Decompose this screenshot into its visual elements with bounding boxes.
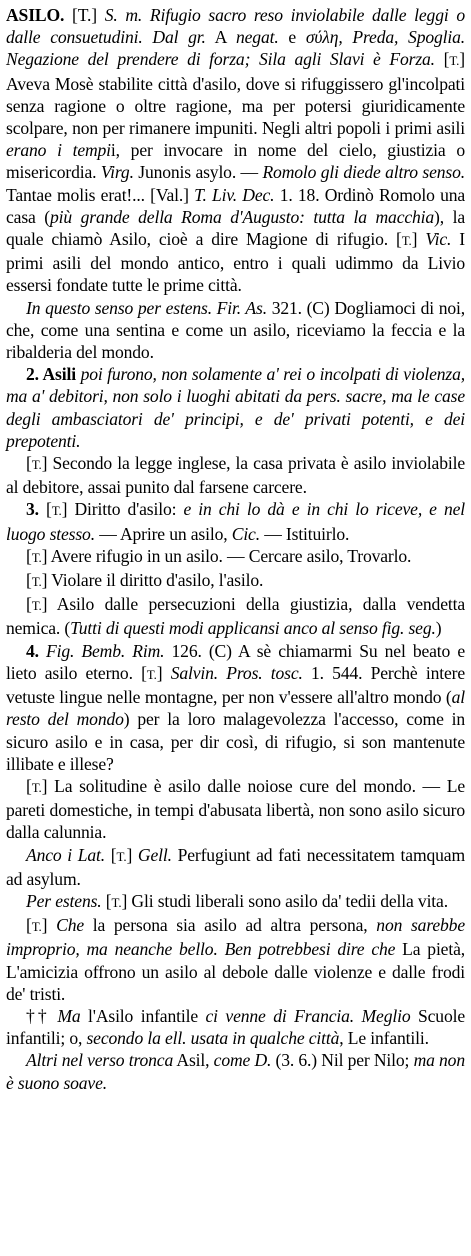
- entry-text-run: T. Liv. Dec.: [194, 184, 275, 205]
- entry-text-run: ] Aveva Mosè stabilite città d'asilo, dove si rifuggissero gl'incolpati senza ragione o oltre ragione, ma per potersi giuridicamente scolpare, non per rimanere impuniti. Negli altri popoli i primi asili: [6, 49, 465, 139]
- entry-text-run: [: [26, 915, 32, 936]
- entry-paragraph: [6, 569, 465, 593]
- entry-text: [6, 4, 465, 1094]
- entry-text-run: 321. (C) Dogliamoci di noi, che, come una sentina e come un asilo, riceviamo la feccia e la ribalderia del mondo.: [6, 297, 465, 363]
- entry-text-run: Cic.: [231, 523, 260, 544]
- entry-text-run: [T.]: [64, 5, 105, 25]
- entry-text-run: [: [434, 49, 450, 70]
- entry-text-run: — Istituirlo.: [259, 523, 350, 544]
- entry-paragraph: [6, 890, 465, 914]
- entry-text-run: In questo senso per estens. Fir. As.: [26, 297, 267, 318]
- entry-text-run: Altri nel verso tronca: [26, 1050, 174, 1071]
- entry-text-run: ci venne di Francia. Meglio: [205, 1005, 411, 1026]
- entry-text-run: Romolo gli diede altro senso.: [262, 162, 465, 183]
- entry-text-run: [: [26, 775, 32, 796]
- entry-text-run: ]: [126, 844, 138, 865]
- entry-text-run: ] Asilo dalle persecuzioni della giustizia, dalla vendetta nemica. (: [6, 594, 465, 639]
- entry-paragraph: [6, 452, 465, 498]
- entry-text-run: come D.: [213, 1050, 272, 1071]
- entry-paragraph: [6, 640, 465, 775]
- entry-text-run: Asil,: [173, 1050, 214, 1071]
- entry-text-run: Perfugiunt ad fati necessitatem tamquam ad asylum.: [6, 844, 465, 889]
- headword-or-sense-number: 2. Asili: [26, 364, 81, 385]
- entry-text-run: [: [101, 890, 112, 911]
- entry-paragraph: [6, 4, 465, 297]
- source-tag: T.: [31, 598, 42, 614]
- entry-text-run: [: [26, 594, 32, 615]
- entry-paragraph: [6, 593, 465, 639]
- entry-text-run: , Le infantili.: [339, 1028, 429, 1049]
- entry-text-run: [: [46, 499, 52, 520]
- entry-paragraph: [6, 775, 465, 844]
- source-tag: T.: [146, 666, 157, 682]
- entry-text-run: secondo la ell. usata in qualche città: [86, 1028, 340, 1049]
- entry-text-run: ] La solitudine è asilo dalle noiose cure del mondo. — Le pareti domestiche, in tempi d'abusata libertà, non sono asilo sicuro dalla calunnia.: [6, 775, 465, 843]
- entry-text-run: ]: [41, 915, 57, 936]
- entry-text-run: ): [435, 618, 442, 639]
- entry-text-run: A: [205, 27, 236, 48]
- entry-text-run: più grande della Roma d'Augusto: tutta la macchia: [49, 206, 435, 227]
- entry-text-run: 126. (C) A sè chiamarmi Su nel beato e lieto asilo eterno. [: [6, 640, 465, 683]
- source-tag: T.: [116, 848, 127, 864]
- entry-text-run: ] Gli studi liberali sono asilo da' tedii della vita.: [121, 890, 448, 911]
- entry-text-run: La pietà, L'amicizia offrono un asilo al debole dalle violenze e dalle frodi de' tristi.: [6, 939, 465, 1004]
- headword-or-sense-number: 4.: [26, 640, 47, 661]
- entry-text-run: Gell.: [137, 844, 172, 865]
- source-tag: T.: [31, 574, 42, 590]
- entry-text-run: ] Diritto d'asilo:: [61, 499, 184, 520]
- entry-text-run: Che: [56, 915, 85, 936]
- entry-text-run: l'Asilo infantile: [80, 1005, 206, 1026]
- entry-text-run: Anco i Lat.: [26, 844, 106, 865]
- entry-paragraph: [6, 363, 465, 452]
- entry-text-run: ] Secondo la legge inglese, la casa privata è asilo inviolabile al debitore, assai punito dal farsene carcere.: [6, 453, 465, 498]
- entry-text-run: (3. 6.) Nil per Nilo;: [271, 1050, 414, 1071]
- entry-paragraph: [6, 1049, 465, 1093]
- entry-text-run: [: [26, 570, 32, 591]
- entry-text-run: erano i tempi: [6, 140, 111, 161]
- entry-text-run: e: [278, 27, 306, 48]
- entry-text-run: Ma: [57, 1005, 81, 1026]
- entry-text-run: [: [105, 844, 117, 865]
- entry-text-run: Per estens.: [26, 890, 102, 911]
- entry-paragraph: [6, 844, 465, 890]
- entry-text-run: Vic.: [425, 229, 452, 250]
- entry-text-run: non sarebbe improprio, ma neanche bello. Ben potrebbesi dire che: [6, 915, 465, 960]
- entry-text-run: e in chi lo dà e in chi lo riceve, e nel luogo stesso.: [6, 499, 466, 544]
- entry-paragraph: [6, 1005, 465, 1049]
- source-tag: T.: [31, 549, 42, 565]
- entry-text-run: I primi asili del mondo antico, entro i quali udimmo da Livio essersi fondate tutte le prime città.: [6, 229, 465, 296]
- entry-paragraph: [6, 914, 465, 1005]
- source-tag: T.: [51, 503, 62, 519]
- entry-text-run: σύλη, Preda, Spoglia. Negazione del prendere di forza; Sila agli Slavi è Forza.: [6, 27, 466, 70]
- entry-text-run: — Aprire un asilo,: [94, 523, 232, 544]
- source-tag: T.: [31, 779, 42, 795]
- entry-paragraph: [6, 545, 465, 569]
- entry-text-run: Virg.: [100, 162, 134, 183]
- entry-text-run: Fig. Bemb. Rim.: [46, 640, 165, 661]
- entry-paragraph: [6, 498, 465, 544]
- source-tag: T.: [31, 919, 42, 935]
- entry-text-run: ]: [411, 229, 426, 250]
- entry-text-run: ) per la loro malagevolezza l'accesso, come in sicuro asilo e in casa, per dir così, di rifugio, si son mantenute illibate e illese?: [6, 709, 466, 774]
- source-tag: T.: [31, 457, 42, 473]
- entry-text-run: la persona sia asilo ad altra persona,: [84, 915, 377, 936]
- entry-text-run: ma non è suono soave.: [6, 1050, 465, 1093]
- entry-text-run: ††: [26, 1005, 58, 1026]
- entry-text-run: Junonis asylo. —: [133, 162, 263, 183]
- entry-text-run: 1. 544. Perchè intere vetuste lingue nelle montagne, per non v'essere all'altro mondo (: [6, 662, 465, 708]
- entry-text-run: ), la quale chiamò Asilo, cioè a dire Magione di rifugio. [: [6, 206, 465, 250]
- entry-text-run: 1. 18. Ordinò Romolo una casa (: [6, 184, 466, 227]
- entry-text-run: ] Violare il diritto d'asilo, l'asilo.: [41, 570, 264, 591]
- entry-text-run: ]: [156, 662, 171, 683]
- entry-text-run: ] Avere rifugio in un asilo. — Cercare asilo, Trovarlo.: [41, 545, 412, 566]
- entry-text-run: poi furono, non solamente a' rei o incolpati di violenza, ma a' debitori, non solo i luoghi abitati da pers. sacre, ma le case degli ambasciatori de' principi, e de' privati potenti, e dei prepotenti.: [6, 364, 465, 451]
- entry-text-run: Scuole infantili; o,: [6, 1005, 465, 1049]
- entry-text-run: al resto del mondo: [6, 687, 465, 730]
- headword-or-sense-number: 3.: [26, 499, 47, 520]
- entry-paragraph: [6, 297, 465, 364]
- entry-text-run: Tutti di questi modi applicansi anco al senso fig. seg.: [70, 618, 436, 639]
- entry-text-run: [: [26, 453, 32, 474]
- entry-text-run: S. m. Rifugio sacro reso inviolabile dalle leggi o dalle consuetudini. Dal gr.: [6, 5, 465, 48]
- source-tag: T.: [111, 894, 122, 910]
- entry-text-run: Tantae molis erat!... [Val.]: [6, 184, 195, 205]
- source-tag: T.: [449, 53, 460, 69]
- entry-text-run: i, per invocare in nome del cielo, giustizia o misericordia.: [6, 140, 465, 183]
- headword-or-sense-number: ASILO.: [6, 5, 65, 25]
- entry-text-run: [: [26, 545, 32, 566]
- source-tag: T.: [401, 233, 412, 249]
- entry-text-run: Salvin. Pros. tosc.: [170, 662, 303, 683]
- entry-text-run: negat.: [236, 27, 279, 48]
